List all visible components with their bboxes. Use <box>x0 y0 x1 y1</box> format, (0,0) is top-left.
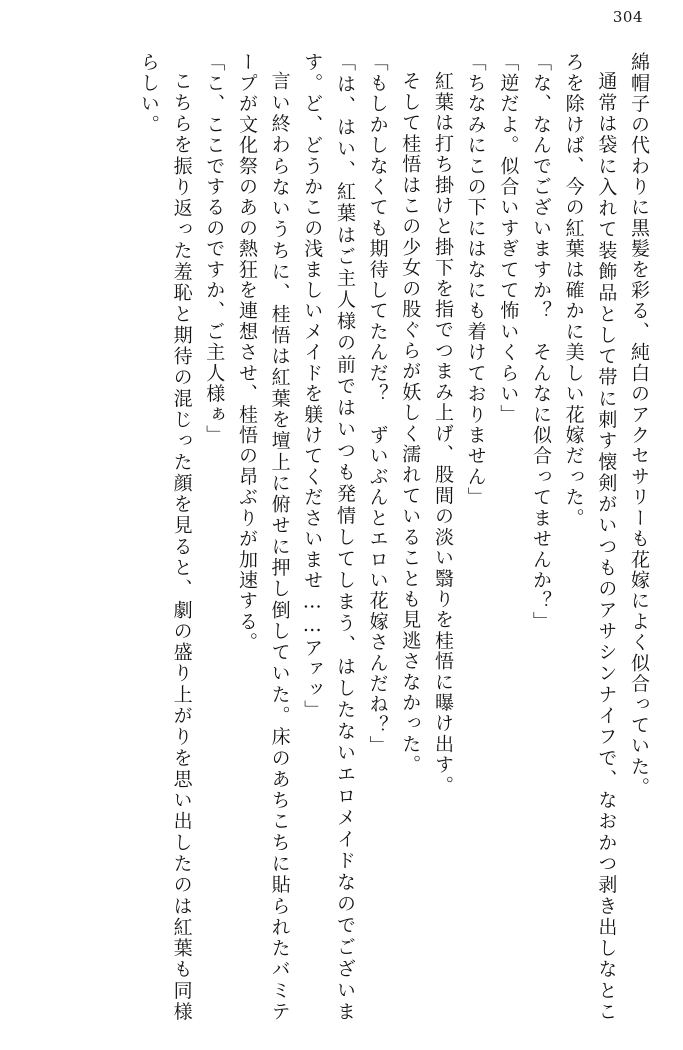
paragraph: そして桂悟はこの少女の股ぐらが妖しく濡れていることも見逃さなかった。 <box>399 71 422 776</box>
paragraph: 紅葉は打ち掛けと掛下を指でつまみ上げ、股間の淡い翳りを桂悟に曝け出す。 <box>431 71 454 796</box>
paragraph: 言い終わらないうちに、桂悟は紅葉を壇上に俯せに押し倒していた。床のあちこちに貼られたバミテープが文化祭のあの熱狂を連想させ、桂悟の昂ぶりが加速する。 <box>235 52 291 1022</box>
page-number: 304 <box>612 8 643 26</box>
paragraph: 「逆だよ。似合いすぎてて怖いくらい」 <box>497 52 520 425</box>
paragraph: こちらを振り返った羞恥と期待の混じった顔を見ると、劇の盛り上がりを思い出したのは紅葉も同様らしい。 <box>137 52 193 1022</box>
paragraph: 「もしかしなくても期待してたんだ？ ずいぶんとエロい花嫁さんだね？」 <box>366 52 389 757</box>
paragraph: 「な、なんでございますか？ そんなに似合ってませんか？」 <box>529 52 552 632</box>
body-text <box>28 52 655 1022</box>
paragraph: 「こ、ここでするのですか、ご主人様ぁ」 <box>203 52 226 446</box>
paragraph: 通常は袋に入れて装飾品として帯に刺す懐剣がいつものアサシンナイフで、なおかつ剥き出しなところを除けば、今の紅葉は確かに美しい花嫁だった。 <box>562 52 618 1022</box>
paragraph: 「ちなみにこの下にはなにも着けておりません」 <box>464 52 487 508</box>
paragraph: 綿帽子の代わりに黒髪を彩る、純白のアクセサリーも花嫁によく似合っていた。 <box>628 52 650 798</box>
paragraph: 「は、はい、紅葉はご主人様の前ではいつも発情してしまう、はしたないエロメイドなのでございます。ど、どうかこの浅ましいメイドを躾けてくださいませ……アァッ」 <box>301 52 356 1022</box>
